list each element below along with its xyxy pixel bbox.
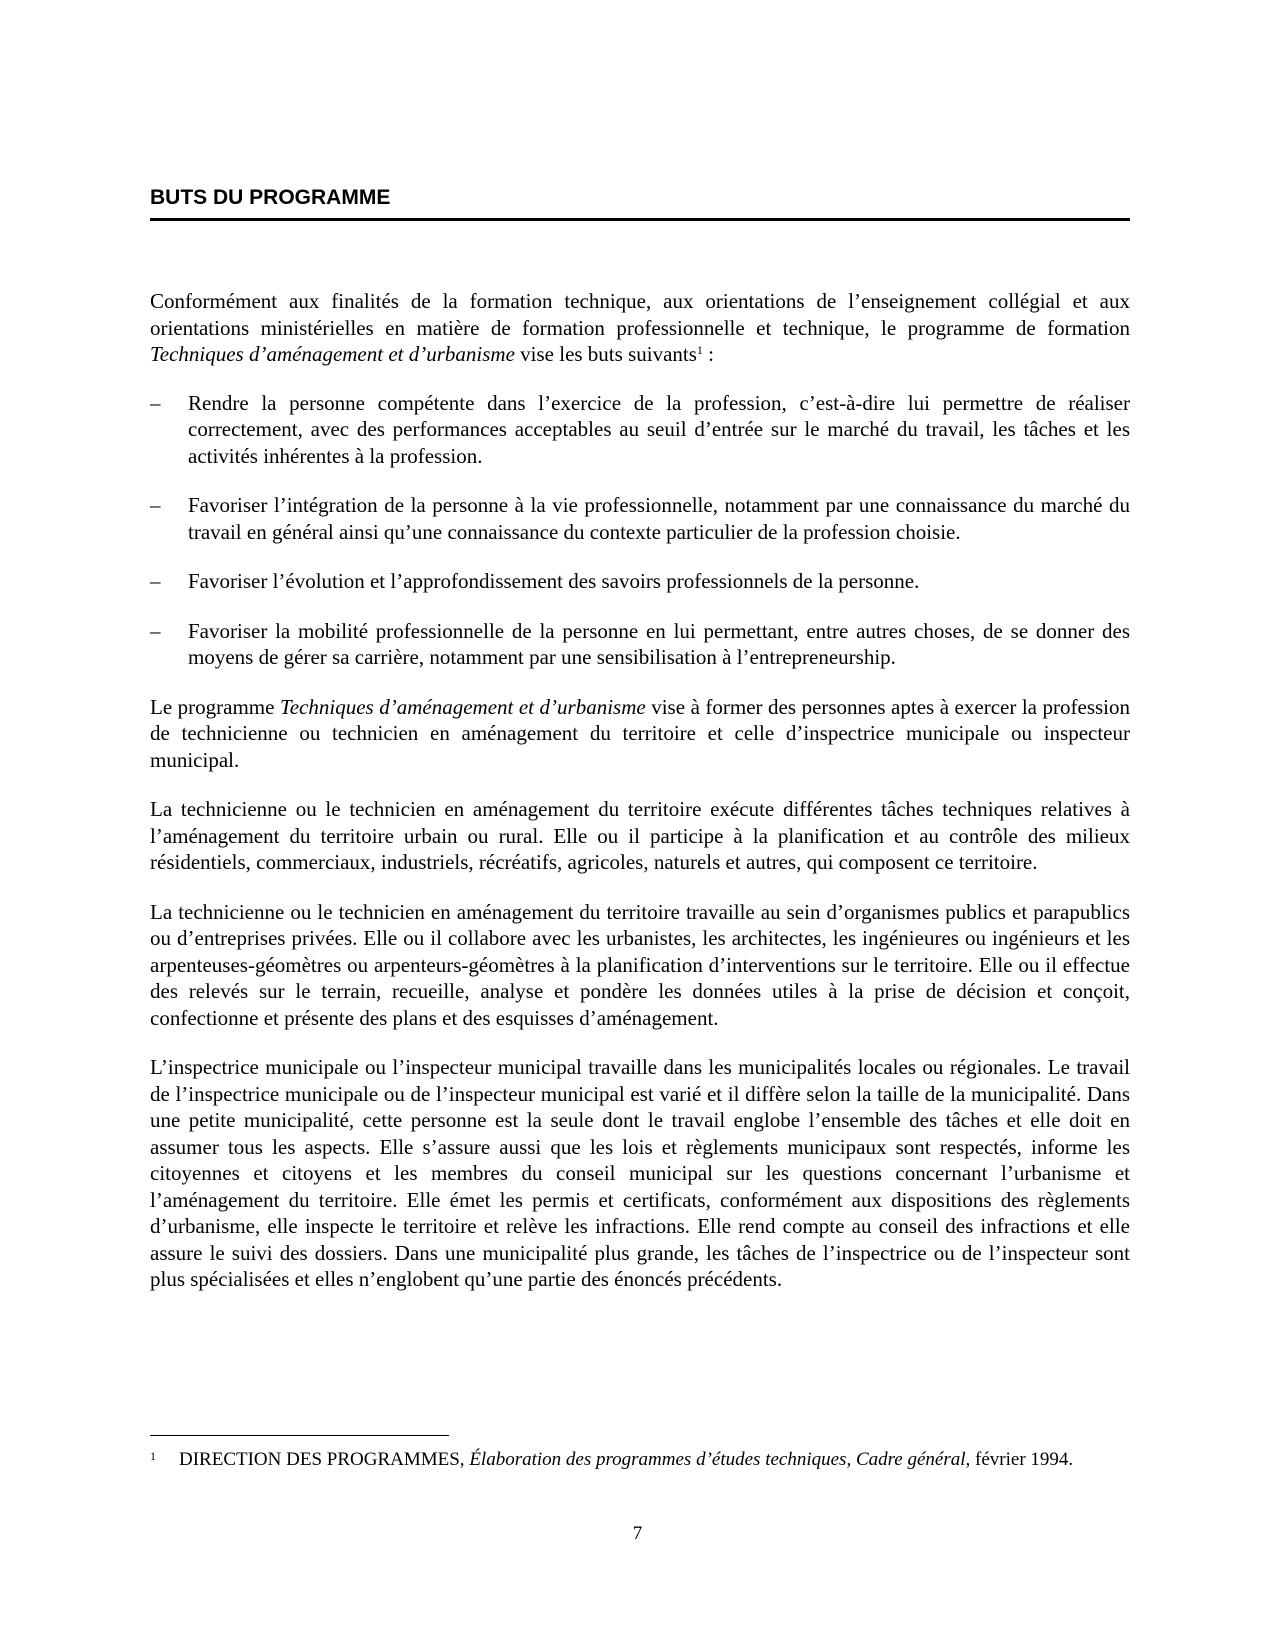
- list-item: [150, 390, 1130, 470]
- program-title: Techniques d’aménagement et d’urbanisme: [279, 694, 646, 719]
- footnote: [150, 1448, 1130, 1472]
- section-heading: BUTS DU PROGRAMME: [150, 186, 1130, 221]
- program-title: Techniques d’aménagement et d’urbanisme: [150, 342, 515, 366]
- page-number: 7: [632, 1523, 643, 1544]
- list-item-text: Favoriser l’évolution et l’approfondissement des savoirs professionnels de la personne.: [188, 569, 920, 593]
- program-paragraph: [150, 694, 1130, 774]
- intro-text-after: vise les buts suivants: [514, 342, 697, 366]
- footnote-text: [150, 1448, 1130, 1472]
- footnote-text-before: DIRECTION DES PROGRAMMES,: [179, 1449, 470, 1470]
- list-item: [150, 618, 1130, 671]
- dash-bullet: –: [150, 493, 161, 517]
- list-item-text: Favoriser la mobilité professionnelle de la personne en lui permettant, entre autres choses, de se donner des moyens de gérer sa carrière, notamment par une sensibilisation à l’entrepreneurship.: [188, 618, 1130, 669]
- list-item: [150, 492, 1130, 545]
- dash-bullet: –: [150, 618, 161, 643]
- program-text-after: vise à former des personnes aptes à exercer la profession de technicienne ou technicien en aménagement du territoire et celle d’inspectrice municipale ou inspecteur municipal.: [150, 694, 1131, 772]
- technicien-paragraph-1: La technicienne ou le technicien en aménagement du territoire exécute différentes tâches techniques relatives à l’aménagement du territoire urbain ou rural. Elle ou il participe à la planification et au contrôle des milieux résidentiels, commerciaux, industriels, récréatifs, agricoles, naturels et autres, qui composent ce territoire.: [150, 797, 1130, 874]
- inspecteur-paragraph: L’inspectrice municipale ou l’inspecteur municipal travaille dans les municipalités locales ou régionales. Le travail de l’inspectrice municipale ou de l’inspecteur municipal est varié et il diffère selon la taille de la municipalité. Dans une petite municipalité, cette personne est la seule dont le travail englobe l’ensemble des tâches et elle doit en assumer tous les aspects. Elle s’assure aussi que les lois et règlements municipaux sont respectés, informe les citoyennes et citoyens et les membres du conseil municipal sur les questions concernant l’urbanisme et l’aménagement du territoire. Elle émet les permis et certificats, conformément aux dispositions des règlements d’urbanisme, elle inspecte le territoire et relève les infractions. Elle rend compte au conseil des infractions et elle assure le suivi des dossiers. Dans une municipalité plus grande, les tâches de l’inspectrice ou de l’inspecteur sont plus spécialisées et elles n’englobent qu’une partie des énoncés précédents.: [150, 1055, 1130, 1291]
- dash-bullet: –: [150, 390, 161, 415]
- goals-list: [150, 390, 1130, 671]
- program-text-before: Le programme: [150, 694, 280, 719]
- intro-text-tail: :: [702, 342, 714, 366]
- intro-paragraph: [150, 288, 1130, 368]
- footnote-mark: 1: [150, 1449, 156, 1463]
- footnote-divider: [150, 1435, 449, 1436]
- footnote-reference: 1: [696, 343, 703, 357]
- technicien-paragraph-2: La technicienne ou le technicien en aménagement du territoire travaille au sein d’organismes publics et parapublics ou d’entreprises privées. Elle ou il collabore avec les urbanistes, les architectes, les ingénieures ou ingénieurs et les arpenteuses-géomètres ou arpenteurs-géomètres à la planification d’interventions sur le territoire. Elle ou il effectue des relevés sur le terrain, recueille, analyse et pondère les données utiles à la prise de décision et conçoit, confectionne et présente des plans et des esquisses d’aménagement.: [150, 899, 1130, 1030]
- body-text: [150, 288, 1130, 1316]
- list-item: [150, 568, 1130, 595]
- list-item-text: Rendre la personne compétente dans l’exercice de la profession, c’est-à-dire lui permettre de réaliser correctement, avec des performances acceptables au seuil d’entrée sur le marché du travail, les tâches et les activités inhérentes à la profession.: [188, 390, 1130, 468]
- list-item-text: Favoriser l’intégration de la personne à la vie professionnelle, notamment par une connaissance du marché du travail en général ainsi qu’une connaissance du contexte particulier de la profession choisie.: [188, 493, 1130, 544]
- footnote-title: Élaboration des programmes d’études techniques, Cadre général,: [469, 1449, 971, 1470]
- footnote-text-after: février 1994.: [970, 1449, 1074, 1470]
- intro-text-before: Conformément aux finalités de la formation technique, aux orientations de l’enseignement collégial et aux orientations ministérielles en matière de formation professionnelle et technique, le programme de formation: [150, 289, 1130, 340]
- dash-bullet: –: [150, 569, 161, 593]
